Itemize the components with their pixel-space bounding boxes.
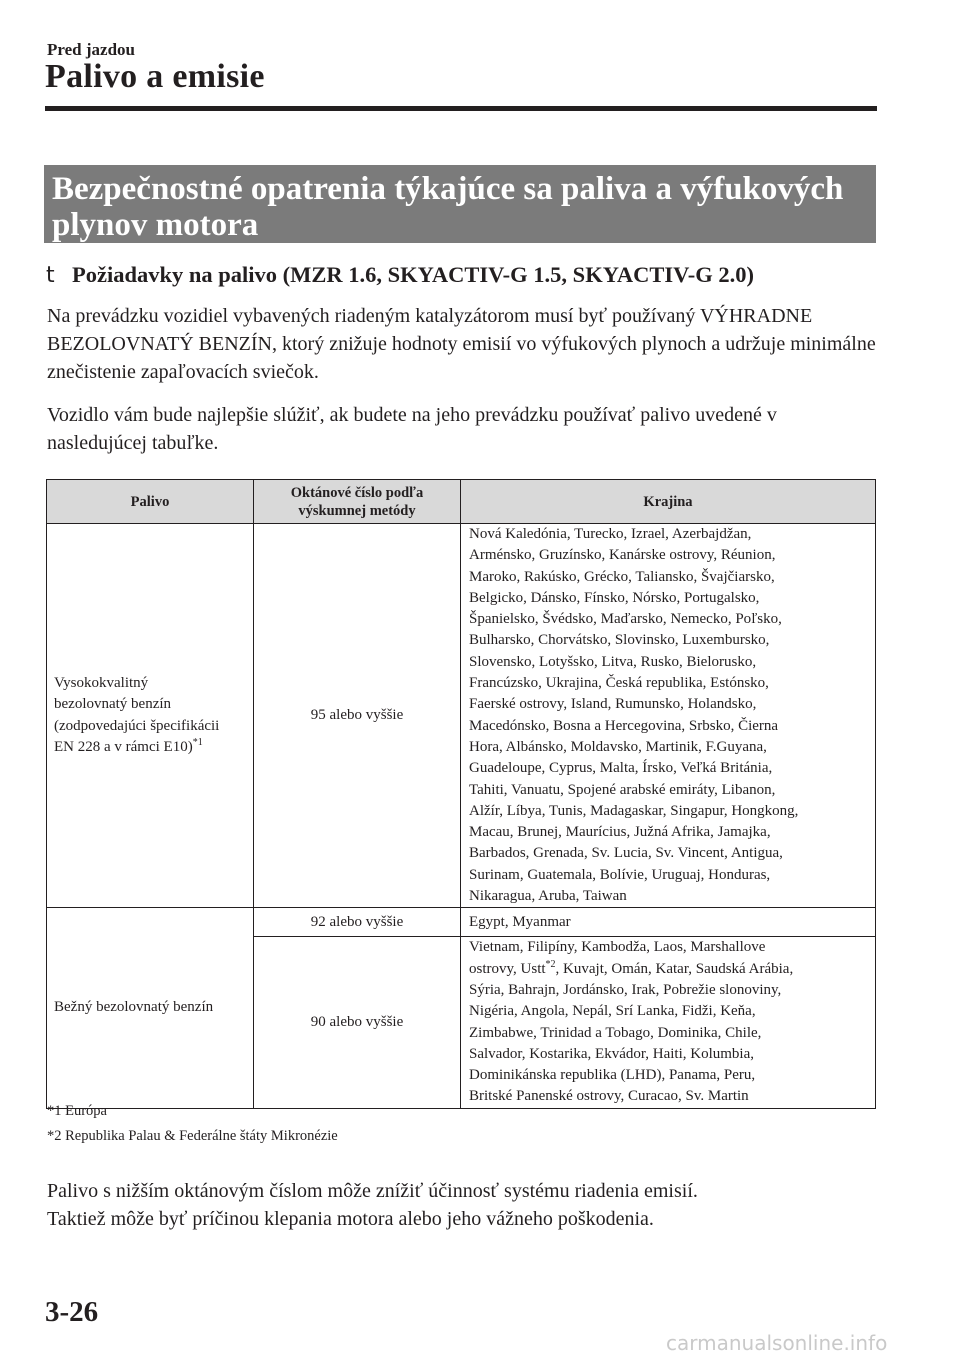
octane-92-cell: 92 alebo vyššie xyxy=(254,908,461,937)
section-title-line-2: plynov motora xyxy=(52,207,259,243)
header-divider xyxy=(45,106,877,111)
watermark: carmanualsonline.info xyxy=(666,1331,888,1355)
chapter-label: Pred jazdou xyxy=(47,40,135,59)
warning-paragraph xyxy=(47,1177,877,1233)
table-row xyxy=(47,908,876,937)
footnote-2: *2 Republika Palau & Federálne štáty Mikronézie xyxy=(47,1128,338,1144)
fuel-requirements-table xyxy=(46,479,876,1109)
fuel-regular-cell: Bežný bezolovnatý benzín xyxy=(47,908,254,1108)
table-header-row xyxy=(47,480,876,524)
header-octane: Oktánové číslo podľa výskumnej metódy xyxy=(254,480,461,524)
fuel-premium-cell xyxy=(47,524,254,908)
chapter-title: Palivo a emisie xyxy=(45,58,265,95)
warning-line-1: Palivo s nižším oktánovým číslom môže znížiť účinnosť systému riadenia emisií. xyxy=(47,1180,698,1202)
octane-90-cell: 90 alebo vyššie xyxy=(254,937,461,1108)
countries-92-cell: Egypt, Myanmar xyxy=(461,908,876,937)
countries-90-text-start: Vietnam, Filipíny, Kambodža, Laos, Marshallove ostrovy, Ustt xyxy=(469,939,766,977)
section-title-line-1: Bezpečnostné opatrenia týkajúce sa paliva a výfukových xyxy=(52,171,844,207)
countries-95-cell: Nová Kaledónia, Turecko, Izrael, Azerbajdžan, Arménsko, Gruzínsko, Kanárske ostrovy, Réunion, Maroko, Rakúsko, Grécko, Taliansko, Švajčiarsko, Belgicko, Dánsko, Fínsko, Nórsko, Portugalsko, Španielsko, Švédsko, Maďarsko, Nemecko, Poľsko, Bulharsko, Chorvátsko, Slovinsko, Luxembursko, Slovensko, Lotyšsko, Litva, Rusko, Bielorusko, Francúzsko, Ukrajina, Česká republika, Estónsko, Faerské ostrovy, Island, Rumunsko, Holandsko, Macedónsko, Bosna a Hercegovina, Srbsko, Čierna Hora, Albánsko, Moldavsko, Martinik, F.Guyana, Guadeloupe, Cyprus, Malta, Írsko, Veľká Británia, Tahiti, Vanuatu, Spojené arabské emiráty, Libanon, Alžír, Líbya, Tunis, Madagaskar, Singapur, Hongkong, Macau, Brunej, Maurícius, Južná Afrika, Jamajka, Barbados, Grenada, Sv. Lucia, Sv. Vincent, Antigua, Surinam, Guatemala, Bolívie, Uruguaj, Honduras, Nikaragua, Aruba, Taiwan xyxy=(461,524,876,908)
countries-90-cell xyxy=(461,937,876,1108)
subsection-heading xyxy=(46,262,754,288)
header-country: Krajina xyxy=(461,480,876,524)
warning-line-2: Taktiež môže byť príčinou klepania motora alebo jeho vážneho poškodenia. xyxy=(47,1208,654,1230)
footnote-ref-2: *2 xyxy=(545,958,556,970)
bullet-icon: t xyxy=(46,263,55,288)
page-number: 3-26 xyxy=(45,1296,99,1328)
section-title-banner xyxy=(44,165,876,243)
recommendation-paragraph: Vozidlo vám bude najlepšie slúžiť, ak budete na jeho prevádzku používať palivo uvedené v nasledujúcej tabuľke. xyxy=(47,404,777,454)
table-row xyxy=(47,524,876,908)
footnote-ref-1: *1 xyxy=(192,736,203,748)
footnote-1: *1 Európa xyxy=(47,1103,107,1119)
countries-90-text-rest: , Kuvajt, Omán, Katar, Saudská Arábia, Sýria, Bahrajn, Jordánsko, Irak, Pobrežie slonoviny, Nigéria, Angola, Nepál, Srí Lanka, Fidži, Keňa, Zimbabwe, Trinidad a Tobago, Dominika, Chile, Salvador, Kostarika, Ekvádor, Haiti, Kolumbia, Dominikánska republika (LHD), Panama, Peru, Britské Panenské ostrovy, Curacao, Sv. Martin xyxy=(469,960,794,1105)
header-fuel: Palivo xyxy=(47,480,254,524)
subsection-heading-text: Požiadavky na palivo (MZR 1.6, SKYACTIV-G 1.5, SKYACTIV-G 2.0) xyxy=(72,262,754,287)
fuel-premium-text: Vysokokvalitný bezolovnatý benzín (zodpovedajúci špecifikácii EN 228 a v rámci E10) xyxy=(54,675,220,755)
intro-paragraph: Na prevádzku vozidiel vybavených riadeným katalyzátorom musí byť používaný VÝHRADNE BEZOLOVNATÝ BENZÍN, ktorý znižuje hodnoty emisií vo výfukových plynoch a udržuje minimálne znečistenie zapaľovacích sviečok. xyxy=(47,305,876,383)
octane-95-cell: 95 alebo vyššie xyxy=(254,524,461,908)
